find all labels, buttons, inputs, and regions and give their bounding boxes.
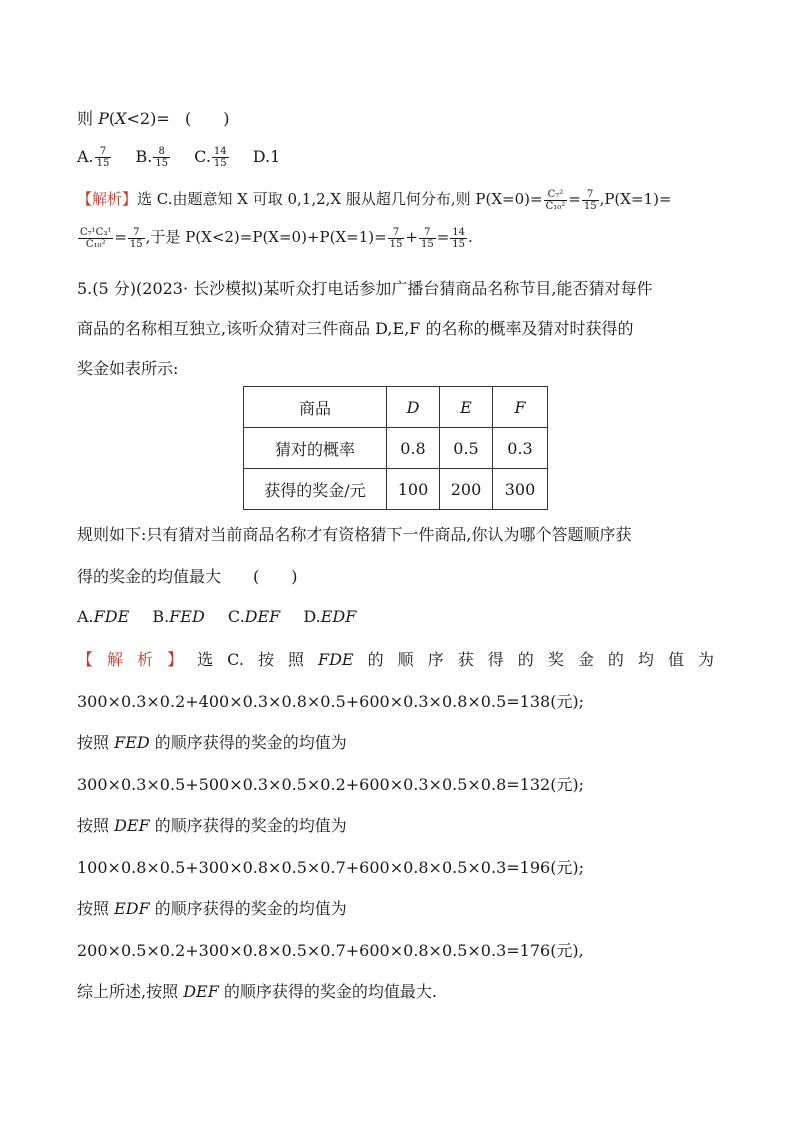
option-c: C. $\frac{14}{15}$: [194, 146, 227, 169]
table-cell: 0.3: [493, 428, 548, 469]
q5-rule2: 得的奖金的均值最大 ( ): [77, 567, 298, 586]
table-header-cell: 商品: [244, 387, 387, 428]
q5-line3: 奖金如表所示:: [77, 359, 179, 378]
text: P: [98, 109, 109, 128]
table-row: [244, 428, 548, 469]
table-row: [244, 387, 548, 428]
option-b: B. $\frac{8}{15}$: [135, 146, 169, 169]
table-cell: 200: [440, 469, 493, 510]
calc-fde: 300×0.3×0.2+400×0.3×0.8×0.5+600×0.3×0.8×0.5=138(元);: [77, 692, 585, 711]
answer-blank: ( ): [185, 109, 230, 128]
table-header-cell: F: [493, 387, 548, 428]
calc-fed: 300×0.3×0.5+500×0.3×0.5×0.2+600×0.3×0.5×0.8=132(元);: [77, 775, 585, 794]
calc-edf: 200×0.5×0.2+300×0.8×0.5×0.7+600×0.8×0.5×0.3=176(元),: [77, 941, 584, 960]
q5-options: [77, 606, 374, 628]
text: 则: [77, 109, 99, 128]
calc-def: 100×0.8×0.5+300×0.8×0.5×0.7+600×0.8×0.5×0.3=196(元);: [77, 858, 585, 877]
option-b: B.FED: [152, 607, 205, 626]
table-cell: 0.8: [387, 428, 440, 469]
option-a: A. $\frac{7}{15}$: [77, 146, 110, 169]
text: <2)=: [126, 109, 170, 128]
lead-def: 按照 DEF 的顺序获得的奖金的均值为: [77, 816, 347, 835]
table-cell: 0.5: [440, 428, 493, 469]
table-header-cell: E: [440, 387, 493, 428]
text: X: [115, 109, 127, 128]
prize-table: [243, 386, 548, 510]
q5-solution-head: 【 解 析 】 选 C. 按 照 FDE 的 顺 序 获 得 的 奖 金 的 均 值 为: [77, 650, 714, 669]
q5-line1: 5.(5 分)(2023· 长沙模拟)某听众打电话参加广播台猜商品名称节目,能否猜对每件: [77, 279, 653, 298]
table-cell: 100: [387, 469, 440, 510]
q5-rule1: 规则如下:只有猜对当前商品名称才有资格猜下一件商品,你认为哪个答题顺序获: [77, 525, 632, 544]
option-d: D.EDF: [303, 607, 357, 626]
table-header-cell: D: [387, 387, 440, 428]
text: (: [108, 109, 116, 128]
table-cell: 300: [493, 469, 548, 510]
option-a: A.FDE: [77, 607, 130, 626]
lead-fed: 按照 FED 的顺序获得的奖金的均值为: [77, 733, 347, 752]
table-row: [244, 469, 548, 510]
prev-options: [77, 146, 298, 169]
option-c: C.DEF: [227, 607, 281, 626]
table-cell: 猜对的概率: [244, 428, 387, 469]
solution-tag: 【解析】: [77, 190, 138, 208]
prev-solution-line2: $\frac{\text{C₇¹C₃¹}}{\text{C₁₀²}}$ = $\frac{7}{15}$ ,于是 P(X<2)=P(X=0)+P(X=1)= $\frac{7}{15}$ + $\frac{7}{15}$ = $\frac{14}{15}$ .: [80, 226, 473, 250]
conclusion: 综上所述,按照 DEF 的顺序获得的奖金的均值最大.: [77, 982, 437, 1001]
question-tail: [77, 108, 230, 130]
table-cell: 获得的奖金/元: [244, 469, 387, 510]
prev-solution-line1: 【解析】选 C.由题意知 X 可取 0,1,2,X 服从超几何分布,则 P(X=0)= $\frac{\text{C₇²}}{\text{C₁₀²}}$ = $\frac{7}{15}$ ,P(X=1)=: [77, 188, 672, 212]
option-d: D.1: [252, 147, 281, 166]
lead-edf: 按照 EDF 的顺序获得的奖金的均值为: [77, 899, 347, 918]
q5-line2: 商品的名称相互独立,该听众猜对三件商品 D,E,F 的名称的概率及猜对时获得的: [77, 319, 634, 338]
